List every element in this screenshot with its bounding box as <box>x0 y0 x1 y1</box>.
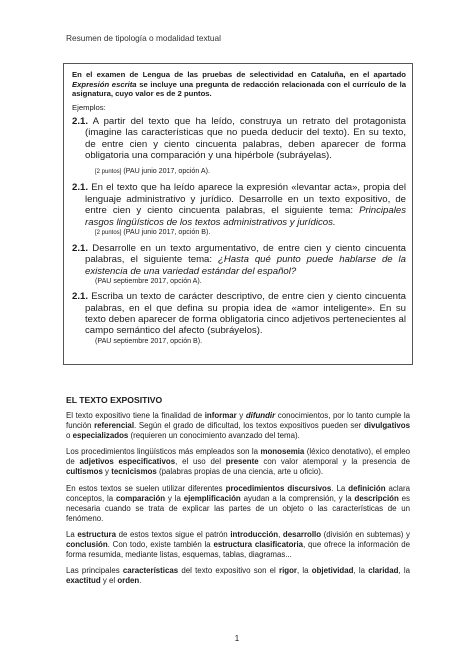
example-text: En el texto que ha leído aparece la expresión «levantar acta», propia del lenguaje administrativo y jurídico. Desarrolle en un texto expositivo, de entre cien y ciento cincuenta palabras, el siguiente tema: <box>85 182 406 217</box>
example-text: Desarrolle en un texto argumentativo, de entre cien y ciento cincuenta palabras, el siguiente tema: <box>85 243 406 266</box>
intro-text-2: se incluye una pregunta de redacción relacionada con el currículo de la asignatura, cuyo valor es de 2 puntos. <box>72 79 406 99</box>
section-body <box>66 411 410 592</box>
exam-intro <box>72 70 406 99</box>
example-source: (PAU septiembre 2017, opción B). <box>95 336 203 345</box>
source-text: (PAU junio 2017, opción B). <box>121 228 211 237</box>
example-number: 2.1. <box>72 182 89 194</box>
example-topic: ¿Hasta qué punto puede hablarse de la existencia de una variedad estándar del español? <box>85 254 407 277</box>
example-source <box>85 228 406 238</box>
ejemplos-label: Ejemplos: <box>72 102 106 112</box>
intro-emphasis: Expresión escrita <box>72 79 137 89</box>
example-item <box>72 291 406 346</box>
exam-info-box <box>63 63 413 365</box>
points-bracket: [2 puntos] <box>95 169 122 176</box>
paragraph-finalidad: El texto expositivo tiene la finalidad de informar y difundir conocimientos, por lo tanto cumple la función referencial. Según el grado de dificultad, los textos expositivos pueden ser divulgativos o especializados (requieren un conocimiento avanzado del tema). <box>66 411 410 441</box>
example-source <box>85 167 406 177</box>
example-text: Escriba un texto de carácter descriptivo, de entre cien y ciento cincuenta palabras, en el que defina su propia idea de «amor inteligente». En su texto deben aparecer de forma obligatoria cinco adjetivos pertenecientes al campo semántico del afecto (subráyelos). <box>85 291 406 337</box>
example-item <box>72 182 406 238</box>
paragraph-procedimientos-linguisticos: Los procedimientos lingüísticos más empleados son la monosemia (léxico denotativo), el empleo de adjetivos especificativos, el uso del presente con valor atemporal y la presencia de cultismos y tecnicismos (palabras propias de una ciencia, arte u oficio). <box>66 447 410 477</box>
example-source: (PAU septiembre 2017, opción A). <box>95 277 202 286</box>
example-item <box>72 243 406 286</box>
page-header: Resumen de tipología o modalidad textual <box>66 33 221 43</box>
paragraph-caracteristicas: Las principales características del texto expositivo son el rigor, la objetividad, la claridad, la exactitud y el orden. <box>66 566 411 586</box>
example-number: 2.1. <box>72 115 89 127</box>
paragraph-estructura: La estructura de estos textos sigue el patrón introducción, desarrollo (división en subtemas) y conclusión. Con todo, existe también la estructura clasificatoria, que ofrece la información de forma resumida, mediante listas, esquemas, tablas, diagramas... <box>66 529 410 560</box>
page-number: 1 <box>234 634 240 643</box>
points-bracket: [2 puntos] <box>95 230 122 237</box>
example-number: 2.1. <box>72 243 89 255</box>
paragraph-procedimientos-discursivos: En estos textos se suelen utilizar diferentes procedimientos discursivos. La definición aclara conceptos, la comparación y la ejemplificación ayudan a la comprensión, y la descripción es necesaria cuando se trata de explicar las partes de un objeto o las características de un fenómeno. <box>66 483 411 523</box>
section-title: EL TEXTO EXPOSITIVO <box>66 395 163 405</box>
source-text: (PAU junio 2017, opción A). <box>121 167 210 176</box>
example-text: A partir del texto que ha leído, construya un retrato del protagonista (imagine las características que no pueda deducir del texto). En su texto, de entre cien y ciento cincuenta palabras, deben aparecer de forma obligatoria una comparación y una hipérbole (subráyelas). <box>85 115 406 161</box>
example-topic: Principales rasgos lingüísticos de los textos administrativos y jurídicos. <box>85 205 406 228</box>
example-number: 2.1. <box>72 291 89 303</box>
example-item <box>72 116 406 178</box>
intro-text-1: En el examen de Lengua de las pruebas de selectividad en Cataluña, en el apartado <box>72 70 406 79</box>
